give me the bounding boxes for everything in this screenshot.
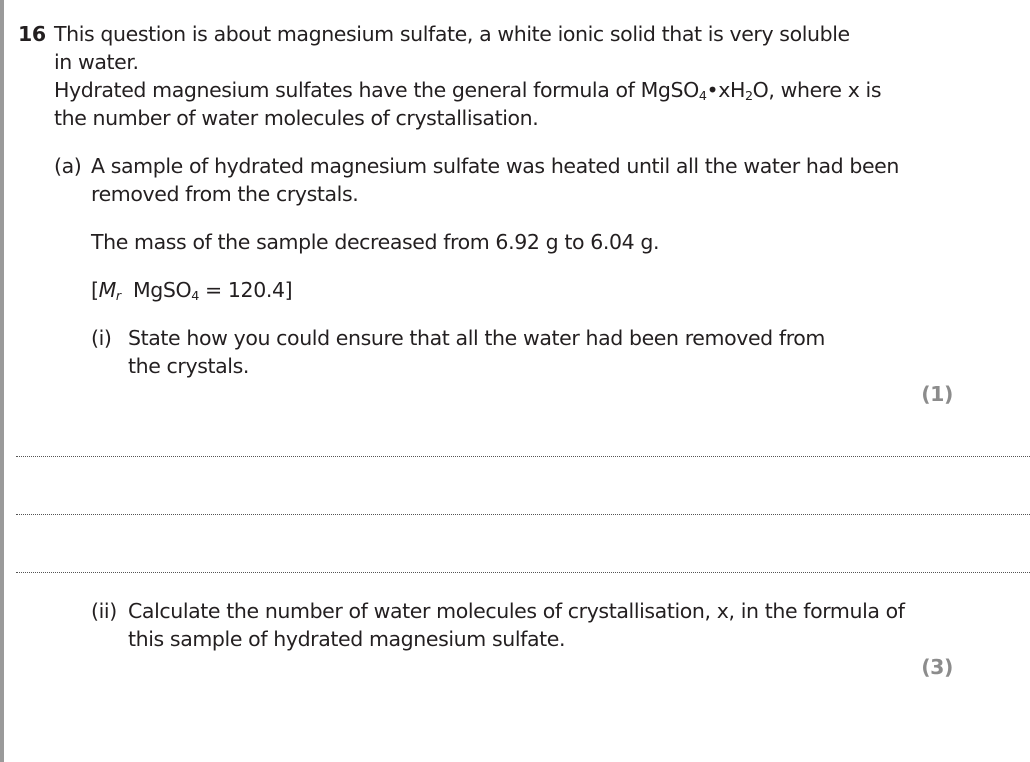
- mr-bracket: [: [91, 278, 99, 302]
- relative-formula-mass: [91, 278, 292, 302]
- formula-text-pre: Hydrated magnesium sulfates have the general formula of MgSO: [54, 78, 699, 102]
- part-ii-label: (ii): [91, 599, 117, 623]
- part-ii-line-1: Calculate the number of water molecules of crystallisation, x, in the formula of: [128, 599, 905, 623]
- part-ii-marks: (3): [921, 655, 953, 679]
- part-i-marks: (1): [921, 382, 953, 406]
- formula-subscript-2: 2: [744, 88, 753, 104]
- answer-line-2[interactable]: [16, 514, 1030, 515]
- part-i-label: (i): [91, 326, 112, 350]
- question-intro-line-2: in water.: [54, 50, 139, 74]
- formula-text-mid: •xH: [706, 78, 745, 102]
- answer-line-1[interactable]: [16, 456, 1030, 457]
- mr-compound: MgSO: [132, 278, 192, 302]
- part-a-label: (a): [54, 154, 82, 178]
- mr-value: = 120.4]: [198, 278, 293, 302]
- formula-subscript-4: 4: [698, 88, 707, 104]
- general-formula-line-2: the number of water molecules of crystallisation.: [54, 106, 539, 130]
- page-left-border: [0, 0, 4, 762]
- question-intro-line-1: This question is about magnesium sulfate, a white ionic solid that is very soluble: [54, 22, 850, 46]
- general-formula-line: [54, 78, 881, 102]
- answer-line-3[interactable]: [16, 572, 1030, 573]
- part-i-line-1: State how you could ensure that all the water had been removed from: [128, 326, 826, 350]
- part-a-line-2: removed from the crystals.: [91, 182, 359, 206]
- part-i-line-2: the crystals.: [128, 354, 249, 378]
- part-ii-line-2: this sample of hydrated magnesium sulfate.: [128, 627, 566, 651]
- mr-subscript: r: [115, 288, 121, 304]
- mr-symbol: M: [98, 278, 116, 302]
- part-a-line-1: A sample of hydrated magnesium sulfate was heated until all the water had been: [91, 154, 899, 178]
- question-number: 16: [18, 22, 46, 46]
- mr-compound-subscript: 4: [191, 288, 199, 304]
- formula-text-post: O, where x is: [752, 78, 882, 102]
- mass-statement: The mass of the sample decreased from 6.92 g to 6.04 g.: [91, 230, 660, 254]
